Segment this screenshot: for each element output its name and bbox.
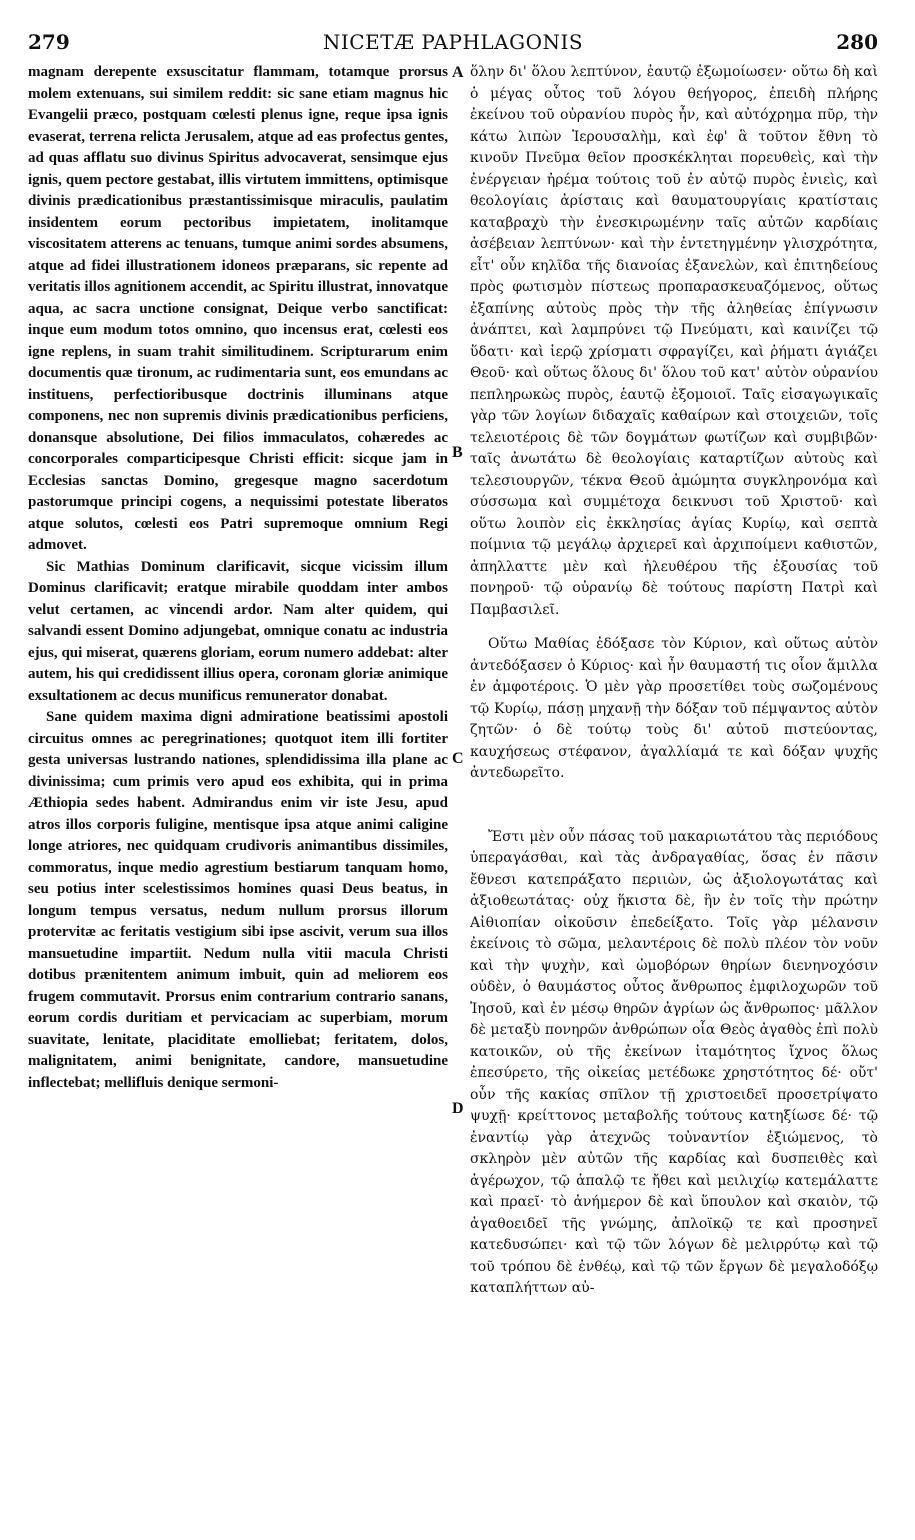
section-marker-d: D — [452, 1100, 464, 1117]
section-marker-c: C — [452, 750, 464, 767]
latin-paragraph: Sane quidem maxima digni admiratione beatissimi apostoli circuitus omnes ac peregrinationes; quotquot item illi fortiter gesta universas lustrando nationes, splendidissima illa plane ac divinissima; cum primis vero apud eos exhibita, qui in prima Æthiopia sedes habent. Admirandus enim vir iste Jesu, apud atros illos corporis fuligine, mentisque ipsa atque animi caligine longe atriores, nec quidquam crudivoris animantibus dissimiles, commoratus, inque medio agrestium bestiarum tanquam homo, seu potius inter scelestissimos homines quasi Deus beatus, in longum tempus versatus, nedum nullum prorsus illorum protervitæ ac feritatis vestigium sibi ipse ascivit, verum sua illos mansuetudine impartiit. Nedum nulla vitii macula Christi dotibus prænitentem animum imbuit, quin ad meliorem eos frugem commutavit. Prorsus enim contrarium contrario sanans, eorum cordis duritiam et pervicaciam ac superbiam, morum suavitate, lenitate, placiditate emolliebat; feritatem, dolos, malignitatem, animi benignitate, candore, mansuetudine inflectebat; mellifluis denique sermoni- — [28, 709, 448, 1091]
greek-paragraph: Οὕτω Μαθίας ἐδόξασε τὸν Κύριον, καὶ οὕτως αὐτὸν ἀντεδόξασεν ὁ Κύριος· καὶ ἦν θαυμαστή τις οἷον ἅμιλλα ἐν ἀμφοτέροις. Ὁ μὲν γὰρ προσετίθει τοὺς σωζομένους τῷ Κυρίῳ, πάσῃ μηχανῇ τὴν δόξαν τοῦ πέμψαντος αὐτὸν ζητῶν· ὁ δὲ τούτῳ τοὺς δι' αὐτοῦ πιστεύοντας, καυχήσεως στέφανον, ἀγαλλίαμά τε καὶ δόξαν ψυχῆς ἀντεδωρεῖτο. — [470, 636, 878, 781]
running-title: NICETÆ PAPHLAGONIS — [322, 30, 584, 54]
greek-paragraph: ὅλην δι' ὅλου λεπτύνον, ἑαυτῷ ἐξωμοίωσεν· οὕτω δὴ καὶ ὁ μέγας οὗτος τοῦ λόγου θεήγορος, ἐπειδὴ πλήρης ἐκείνου τοῦ οὐρανίου πυρὸς ἦν, καὶ αὐτόχρημα πῦρ, τὴν κάτω λιπὼν Ἱερουσαλὴμ, καὶ ἐφ' ἃ τοῦτον ἔθνη τὸ κινοῦν Πνεῦμα θεῖον προσκέκληται πορευθεὶς, καὶ τὴν ἐνέργειαν ἠρέμα τούτοις τοῦ ἐν αὐτῷ πυρὸς ἐνιεὶς, καὶ θεολογίαις ἀρίσταις καὶ θαυματουργίαις κρατίσταις καταβραχὺ τὴν ἐνεσκιρωμένην ταῖς αὐτῶν καρδίαις ἀσέβειαν λεπτύνων· καὶ τὴν ἐντετηγμένην γλισχρότητα, εἶτ' οὖν κηλῖδα τῆς διανοίας ἐξανελὼν, καὶ ἐπιτηδείους πρὸς φωτισμὸν πίστεως προπαρασκευαζόμενος, οὕτως ἐξαπίνης αὐτοὺς πρὸς τὴν τῆς ἀληθείας ἐπίγνωσιν ἀνάπτει, καὶ λαμπρύνει τῷ Πνεύματι, καὶ καινίζει τῷ ὕδατι· καὶ ἱερῷ χρίσματι σφραγίζει, καὶ ῥήματι ἁγιάζει Θεοῦ· καὶ οὕτως ὅλους δι' ὅλου τοῦ κατ' αὐτὸν οὐρανίου πεπληρωκὼς πυρὸς, ἑαυτῷ ἐξομοιοῖ. Ταῖς εἰσαγωγικαῖς γὰρ τῶν λογίων διδαχαῖς καθαίρων καὶ στοιχειῶν, τοῖς τελειοτέροις δὲ τῶν δογμάτων φωτίζων καὶ συμβιβῶν· ταῖς ἀνωτάτω δὲ θεολογίαις καταρτίζων αὐτοὺς καὶ τελεσιουργῶν, τέκνα Θεοῦ ἀμώμητα συγκληρονόμα καὶ σύσσωμα καὶ συμμέτοχα δεικνυσι τοῦ Χριστοῦ· καὶ οὕτω λοιπὸν εἰς ἐκκλησίας ἁγίας Κυρίῳ, καὶ σεπτὰ ποίμνια τῷ μεγάλῳ ἀρχιερεῖ καὶ ἀρχιποίμενι καθιστῶν, ἀπηλλαττε μὲν καὶ ἠλευθέρου τῆς ἐξουσίας τοῦ πονηροῦ· τῷ οὐρανίῳ δὲ τούτους παρίστη Πατρὶ καὶ Παμβασιλεῖ. — [470, 64, 878, 618]
section-marker-a: A — [452, 64, 464, 81]
latin-paragraph: Sic Mathias Dominum clarificavit, sicque vicissim illum Dominus clarificavit; eratque mirabile quoddam inter ambos velut certamen, ac vincendi ardor. Nam alter quidem, qui salvandi essent Domino adjungebat, omnique conatu ac industria ejus, qui miserat, quærens gloriam, eorum numero addebat: alter autem, his qui credidissent illius opera, coronam gloriæ animique exsultationem ac decus munificus remunerator donabat. — [28, 558, 448, 704]
section-marker-b: B — [452, 444, 463, 461]
greek-column — [470, 62, 878, 1300]
page-header — [28, 30, 878, 60]
greek-paragraph: Ἔστι μὲν οὖν πάσας τοῦ μακαριωτάτου τὰς περιόδους ὑπεραγάσθαι, καὶ τὰς ἀνδραγαθίας, ὅσας ἐν πᾶσιν ἔθνεσι κατεπράξατο περιιὼν, ὡς ἀξιολογωτάτας καὶ ἀξιοθεωτάτας· οὐχ ἥκιστα δὲ, ἣν ἐν τοῖς τὴν πρώτην Αἰθιοπίαν οἰκοῦσιν ἐπεδείξατο. Τοῖς γὰρ μέλανσιν ἐκείνοις τὸ σῶμα, μελαντέροις δὲ πολὺ πλέον τὸν νοῦν καὶ τὴν ψυχὴν, καὶ ὠμοβόρων θηρίων διενηνοχόσιν οὐδὲν, ὁ θαυμάστος οὗτος ἄνθρωπος ἐμφιλοχωρῶν τοῦ Ἰησοῦ, καὶ ἐν μέσῳ θηρῶν ἀγρίων ὡς ἄνθρωπος· μᾶλλον δὲ μεταξὺ πονηρῶν ἀνθρώπων οἷα Θεὸς ἀγαθὸς ἐπὶ πολὺ κατοικῶν, οὐ τῆς ἐκείνων ἰταμότητος ἴχνος ὅλως ἐπεσύρετο, τῆς οἰκείας μετέδωκε χρηστότητος δέ· οὔτ' οὖν τῆς κακίας σπῖλον τῇ χριστοειδεῖ προσετρίψατο ψυχῇ· κρείττονος μεταβολῆς τούτους κατηξίωσε δέ· τῷ ἐναντίῳ γὰρ ἀτεχνῶς τοὐναντίον ἐξιώμενος, τὸ σκληρὸν μὲν αὐτῶν τῆς καρδίας καὶ δυσπειθὲς καὶ ἀγέρωχον, τῷ ἁπαλῷ τε ἤθει καὶ μειλιχίῳ κατεμάλαττε καὶ πραεῖ· τὸ ἀνήμερον δὲ καὶ ὕπουλον καὶ σκαιὸν, τῷ ἀγαθοειδεῖ τῆς γνώμης, ἀπλοϊκῷ τε καὶ προσηνεῖ κατεδυσώπει· καὶ τῷ τῶν λόγων δὲ μελιρρύτῳ καὶ τῷ τοῦ τρόπου δὲ ἐνθέῳ, καὶ τῷ τῶν ἔργων δὲ μεγαλοδόξῳ καταπλήττων αὐ- — [470, 828, 878, 1296]
page-number-left: 279 — [28, 30, 70, 54]
latin-paragraph: magnam derepente exsuscitatur flammam, totamque prorsus molem extenuans, sui similem reddit: sic sane etiam magnus hic Evangelii præco, postquam cœlesti plenus igne, reque ipsa ignis evaserat, terrena relicta Jerusalem, atque ad eas profectus gentes, ad quas afflatu suo divinus Spiritus advocaverat, sensimque ejus ignis, quem pectore gestabat, illis virtutem immittens, optimisque divinis prædicationibus præstantissimisque miraculis, paulatim insidentem eorum pectoribus impietatem, inolitamque viscositatem atterens ac tenuans, tumque animi sordes absumens, atque ad fidei illustrationem idoneos præparans, sic repente ad veritatis illos agnitionem accendit, ac Spiritu illustrat, innovatque aqua, ac sacra unctione consignat, Deique verbo sanctificat: inque eum modum totos omnino, quo incensus erat, cœlesti eos igne replens, in suam trahit similitudinem. Scripturarum enim documentis quæ tironum, ac rudimentaria sunt, eos emundans ac instituens, perfectioribusque doctrinis illuminans atque componens, nec non supremis divinis prædicationibus perficiens, donansque absolutione, Dei filios immaculatos, cohæredes ac concorporales comparticipesque Christi efficit: sicque jam in Ecclesias sanctas Domino, gregesque magno sacerdotum pastorumque principi cogens, a nequissimi potestate liberatos atque solutos, cœlesti eos Patri supremoque omnium Regi admovet. — [28, 64, 448, 553]
latin-column — [28, 62, 448, 1094]
page-number-right: 280 — [836, 30, 878, 54]
